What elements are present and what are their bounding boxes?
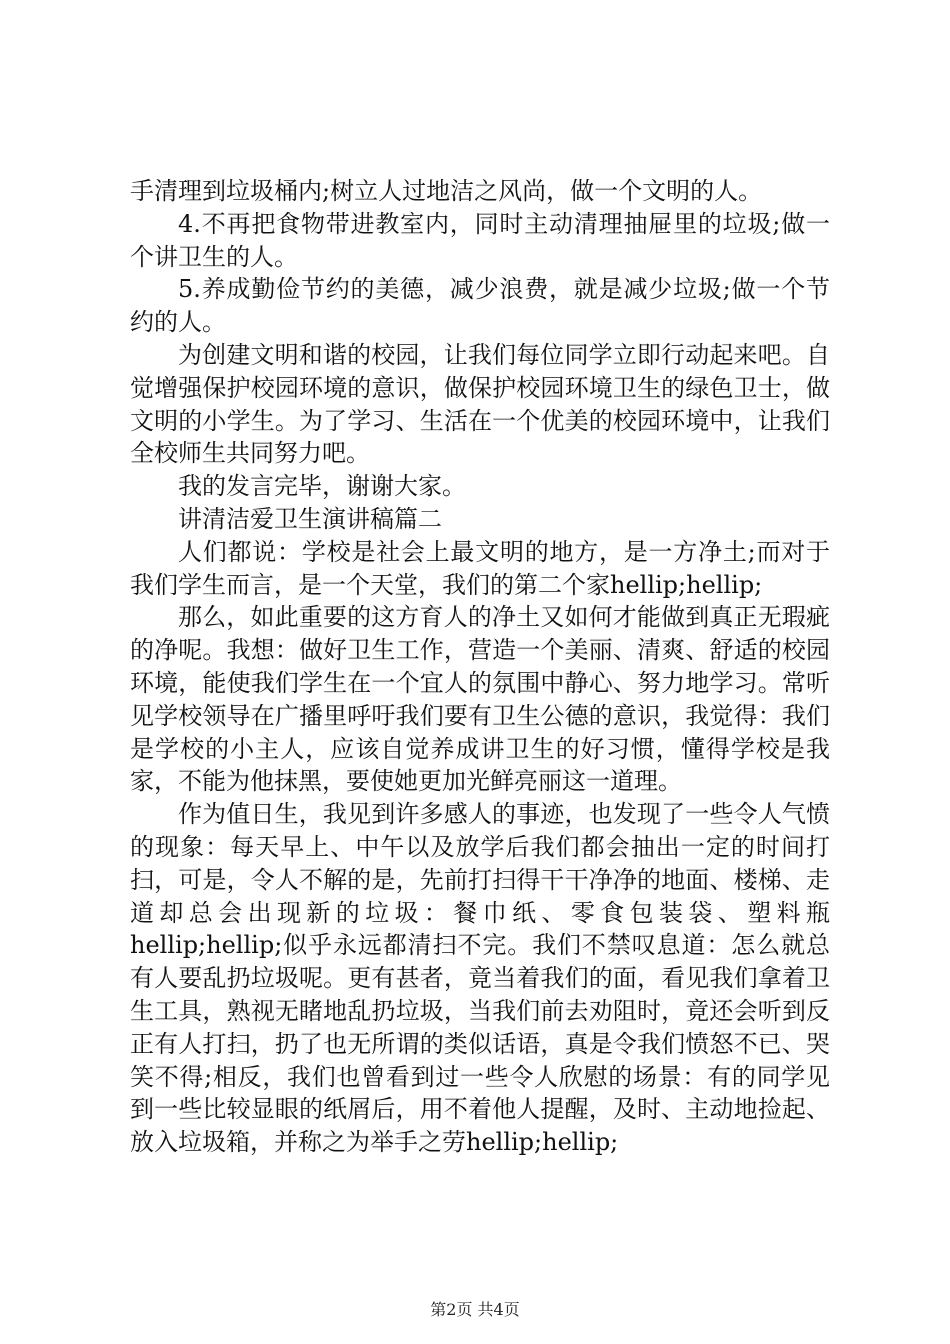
document-body [130, 175, 830, 1159]
paragraph-continuation: 手清理到垃圾桶内;树立人过地洁之风尚，做一个文明的人。 [130, 177, 763, 205]
paragraph-call-to-action: 为创建文明和谐的校园，让我们每位同学立即行动起来吧。自觉增强保护校园环境的意识，做保护校园环境卫生的绿色卫士，做文明的小学生。为了学习、生活在一个优美的校园环境中，让我们全校师生共同努力吧。 [130, 340, 830, 468]
paragraph-item-4: 4.不再把食物带进教室内，同时主动清理抽屉里的垃圾;做一个讲卫生的人。 [130, 209, 830, 271]
paragraph-body-1: 那么，如此重要的这方育人的净土又如何才能做到真正无瑕疵的净呢。我想：做好卫生工作，营造一个美丽、清爽、舒适的校园环境，能使我们学生在一个宜人的氛围中静心、努力地学习。常听见学校领导在广播里呼吁我们要有卫生公德的意识，我觉得：我们是学校的小主人，应该自觉养成讲卫生的好习惯，懂得学校是我家，不能为他抹黑，要使她更加光鲜亮丽这一道理。 [130, 603, 830, 796]
section-heading: 讲清洁爱卫生演讲稿篇二 [178, 504, 442, 533]
paragraph-item-5: 5.养成勤俭节约的美德，减少浪费，就是减少垃圾;做一个节约的人。 [130, 275, 830, 337]
paragraph-intro: 人们都说：学校是社会上最文明的地方，是一方净土;而对于我们学生而言，是一个天堂，我们的第二个家hellip;hellip; [130, 537, 830, 599]
paragraph-closing: 我的发言完毕，谢谢大家。 [178, 472, 466, 501]
paragraph-body-2: 作为值日生，我见到许多感人的事迹，也发现了一些令人气愤的现象：每天早上、中午以及放学后我们都会抽出一定的时间打扫，可是，令人不解的是，先前打扫得干干净净的地面、楼梯、走道却总会出现新的垃圾：餐巾纸、零食包装袋、塑料瓶hellip;hellip;似乎永远都清扫不完。我们不禁叹息道：怎么就总有人要乱扔垃圾呢。更有甚者，竟当着我们的面，看见我们拿着卫生工具，熟视无睹地乱扔垃圾，当我们前去劝阻时，竟还会听到反正有人打扫，扔了也无所谓的类似话语，真是令我们愤怒不已、哭笑不得;相反，我们也曾看到过一些令人欣慰的场景：有的同学见到一些比较显眼的纸屑后，用不着他人提醒，及时、主动地捡起、放入垃圾箱，并称之为举手之劳hellip;hellip; [130, 800, 830, 1157]
page-footer: 第2页 共4页 [430, 1300, 520, 1319]
